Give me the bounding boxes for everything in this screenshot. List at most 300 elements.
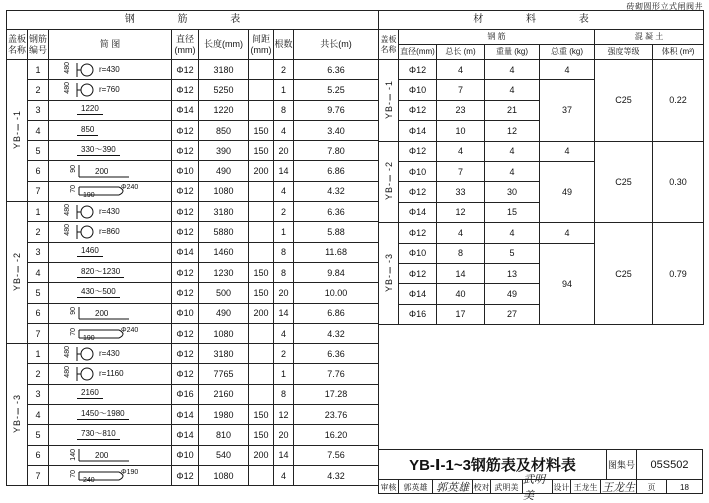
bar-spacing: 150 <box>249 141 274 161</box>
bar-dim-a: 200 <box>95 167 109 177</box>
bar-total-length: 6.36 <box>294 60 379 80</box>
col-diagram: 简 图 <box>49 30 172 60</box>
bar-total-length: 7.56 <box>294 445 379 465</box>
mat-total-length: 7 <box>437 161 485 181</box>
table-row <box>7 181 379 201</box>
bar-diameter: Φ14 <box>172 405 199 425</box>
bar-total-length: 9.84 <box>294 262 379 282</box>
bar-count: 14 <box>274 303 294 323</box>
mat-col-steel: 钢 筋 <box>399 30 595 45</box>
bar-sketch <box>49 181 172 201</box>
bar-diameter: Φ14 <box>172 425 199 445</box>
bar-diameter: Φ10 <box>172 445 199 465</box>
bar-diameter: Φ12 <box>172 202 199 222</box>
bar-dim-a: 480 <box>64 366 71 378</box>
table-row <box>7 100 379 120</box>
reviewer-name: 郭英雄 <box>399 480 433 494</box>
bar-length: 810 <box>199 425 249 445</box>
bar-dim-a: 240 <box>83 476 95 484</box>
col-member: 盖板名称 <box>7 30 28 60</box>
bar-sketch <box>49 405 172 425</box>
table-row <box>7 303 379 323</box>
bar-diameter: Φ12 <box>172 60 199 80</box>
designer-signature: 王龙生 <box>602 481 635 494</box>
mat-total-length: 4 <box>437 141 485 161</box>
bar-spacing: 200 <box>249 161 274 181</box>
bar-number: 3 <box>28 100 49 120</box>
sketch-wrap <box>49 304 171 322</box>
col-diameter: 直径(mm) <box>172 30 199 60</box>
bar-spacing: 150 <box>249 262 274 282</box>
bar-total-length: 17.28 <box>294 384 379 404</box>
bar-length: 3180 <box>199 344 249 364</box>
bar-total-length: 5.25 <box>294 80 379 100</box>
bar-length: 1220 <box>199 100 249 120</box>
member-name-cell <box>7 344 28 486</box>
mat-col-total-weight: 总重 (kg) <box>540 45 595 60</box>
mat-diameter: Φ12 <box>399 263 437 283</box>
bar-total-length: 4.32 <box>294 465 379 485</box>
bar-diameter: Φ10 <box>172 303 199 323</box>
mat-total-length: 10 <box>437 121 485 141</box>
bar-spacing <box>249 384 274 404</box>
table-row <box>7 202 379 222</box>
col-bar-no: 钢筋编号 <box>28 30 49 60</box>
col-total: 共长(m) <box>294 30 379 60</box>
table-row <box>379 141 704 161</box>
material-table-title: 材 料 表 <box>379 11 704 30</box>
mat-col-diameter: 直径(mm) <box>399 45 437 60</box>
bar-spacing: 150 <box>249 405 274 425</box>
title-block <box>378 449 703 502</box>
bar-spacing: 150 <box>249 283 274 303</box>
bar-number: 5 <box>28 141 49 161</box>
table-row <box>7 141 379 161</box>
table-row <box>7 323 379 343</box>
mat-weight: 4 <box>485 223 540 243</box>
mat-diameter: Φ10 <box>399 80 437 100</box>
bar-dim-a: 820～1230 <box>77 266 124 278</box>
bar-length: 1080 <box>199 465 249 485</box>
bar-spacing <box>249 465 274 485</box>
check-label: 校对 <box>473 480 491 494</box>
bar-shape-icon <box>49 243 169 261</box>
concrete-grade: C25 <box>595 223 653 325</box>
table-row <box>7 384 379 404</box>
sketch-wrap <box>49 426 171 444</box>
bar-dim-a: 190 <box>83 192 95 200</box>
bar-dim-a: 480 <box>64 203 71 216</box>
bar-count: 1 <box>274 364 294 384</box>
bar-count: 20 <box>274 283 294 303</box>
table-row <box>7 242 379 262</box>
bar-length: 1080 <box>199 181 249 201</box>
bar-spacing <box>249 181 274 201</box>
bar-count: 12 <box>274 405 294 425</box>
bar-length: 7765 <box>199 364 249 384</box>
bar-spacing: 200 <box>249 303 274 323</box>
member-name: YB-Ⅰ-1 <box>12 110 22 150</box>
mat-weight: 27 <box>485 304 540 324</box>
bar-total-length: 6.36 <box>294 202 379 222</box>
bar-dim-a: 330～390 <box>77 144 120 156</box>
bar-length: 850 <box>199 120 249 140</box>
bar-dim-c: Φ240 <box>121 326 139 334</box>
sketch-wrap <box>49 467 171 485</box>
bar-total-length: 3.40 <box>294 120 379 140</box>
bar-dim-a: 480 <box>64 345 71 358</box>
sketch-wrap <box>49 142 171 160</box>
sketch-wrap <box>49 101 171 119</box>
bar-count: 4 <box>274 465 294 485</box>
bar-sketch <box>49 344 172 364</box>
mat-diameter: Φ12 <box>399 60 437 80</box>
mat-weight: 21 <box>485 100 540 120</box>
bar-length: 490 <box>199 303 249 323</box>
bar-dim-a: 200 <box>95 451 109 461</box>
mat-group-total-weight: 37 <box>540 80 595 141</box>
bar-total-length: 11.68 <box>294 242 379 262</box>
bar-diameter: Φ16 <box>172 384 199 404</box>
concrete-grade: C25 <box>595 141 653 223</box>
bar-length: 500 <box>199 283 249 303</box>
mat-total-length: 12 <box>437 202 485 222</box>
bar-shape-icon <box>49 446 169 464</box>
rebar-table <box>6 10 379 486</box>
concrete-volume: 0.79 <box>653 223 704 325</box>
table-row <box>7 262 379 282</box>
bar-total-length: 7.80 <box>294 141 379 161</box>
concrete-grade: C25 <box>595 60 653 142</box>
bar-shape-icon <box>49 467 169 485</box>
bar-number: 5 <box>28 283 49 303</box>
bar-radius: r=430 <box>99 64 120 74</box>
bar-count: 8 <box>274 100 294 120</box>
bar-sketch <box>49 323 172 343</box>
table-row <box>7 283 379 303</box>
bar-spacing <box>249 222 274 242</box>
table-row <box>379 223 704 243</box>
bar-count: 8 <box>274 242 294 262</box>
mat-diameter: Φ12 <box>399 100 437 120</box>
bar-diameter: Φ12 <box>172 222 199 242</box>
bar-dim-a: 430～500 <box>77 286 120 298</box>
bar-count: 8 <box>274 262 294 282</box>
bar-number: 7 <box>28 323 49 343</box>
bar-number: 6 <box>28 445 49 465</box>
bar-total-length: 5.88 <box>294 222 379 242</box>
bar-number: 3 <box>28 242 49 262</box>
bar-sketch <box>49 120 172 140</box>
mat-sub-weight: 4 <box>540 60 595 80</box>
mat-col-concrete: 混 凝 土 <box>595 30 704 45</box>
mat-total-length: 4 <box>437 60 485 80</box>
bar-total-length: 6.86 <box>294 303 379 323</box>
table-row <box>7 80 379 100</box>
bar-count: 2 <box>274 202 294 222</box>
bar-length: 390 <box>199 141 249 161</box>
designer-name: 王龙生 <box>571 480 601 494</box>
bar-sketch <box>49 202 172 222</box>
page-number: 18 <box>680 482 689 492</box>
bar-length: 1460 <box>199 242 249 262</box>
bar-dim-b: 70 <box>70 469 77 478</box>
member-name-cell <box>379 223 399 325</box>
sketch-wrap <box>49 223 171 241</box>
table-row <box>7 445 379 465</box>
member-name-cell <box>7 202 28 344</box>
table-row <box>379 60 704 80</box>
bar-spacing <box>249 323 274 343</box>
bar-dim-b: 70 <box>70 327 77 336</box>
bar-sketch <box>49 161 172 181</box>
bar-number: 5 <box>28 425 49 445</box>
bar-shape-icon <box>49 182 169 200</box>
bar-count: 4 <box>274 120 294 140</box>
table-row <box>7 344 379 364</box>
bar-total-length: 6.86 <box>294 161 379 181</box>
bar-sketch <box>49 425 172 445</box>
bar-count: 14 <box>274 445 294 465</box>
bar-shape-icon <box>49 162 169 180</box>
bar-dim-b: 90 <box>70 307 77 315</box>
bar-diameter: Φ12 <box>172 262 199 282</box>
bar-diameter: Φ12 <box>172 323 199 343</box>
bar-dim-b: 140 <box>70 449 77 461</box>
bar-count: 14 <box>274 161 294 181</box>
bar-sketch <box>49 445 172 465</box>
bar-diameter: Φ12 <box>172 120 199 140</box>
bar-sketch <box>49 465 172 485</box>
material-table <box>378 10 704 325</box>
mat-total-length: 40 <box>437 284 485 304</box>
design-label: 设计 <box>553 480 571 494</box>
bar-diameter: Φ12 <box>172 80 199 100</box>
bar-diameter: Φ12 <box>172 364 199 384</box>
mat-weight: 30 <box>485 182 540 202</box>
bar-total-length: 7.76 <box>294 364 379 384</box>
mat-weight: 4 <box>485 60 540 80</box>
mat-total-length: 23 <box>437 100 485 120</box>
mat-weight: 4 <box>485 161 540 181</box>
bar-spacing <box>249 60 274 80</box>
mat-diameter: Φ14 <box>399 284 437 304</box>
bar-diameter: Φ12 <box>172 344 199 364</box>
atlas-label: 图集号 <box>607 450 637 480</box>
bar-spacing: 200 <box>249 445 274 465</box>
concrete-volume: 0.30 <box>653 141 704 223</box>
col-spacing: 间距(mm) <box>249 30 274 60</box>
sketch-wrap <box>49 446 171 464</box>
mat-weight: 15 <box>485 202 540 222</box>
bar-number: 2 <box>28 364 49 384</box>
bar-total-length: 10.00 <box>294 283 379 303</box>
bar-dim-a: 1220 <box>77 103 103 115</box>
bar-count: 4 <box>274 181 294 201</box>
bar-number: 1 <box>28 344 49 364</box>
mat-diameter: Φ12 <box>399 182 437 202</box>
mat-weight: 13 <box>485 263 540 283</box>
bar-number: 6 <box>28 161 49 181</box>
mat-diameter: Φ12 <box>399 223 437 243</box>
bar-length: 5880 <box>199 222 249 242</box>
checker-signature: 武明美 <box>523 480 553 494</box>
concrete-volume: 0.22 <box>653 60 704 142</box>
bar-spacing <box>249 80 274 100</box>
col-count: 根数 <box>274 30 294 60</box>
mat-weight: 49 <box>485 284 540 304</box>
bar-diameter: Φ14 <box>172 242 199 262</box>
bar-count: 4 <box>274 323 294 343</box>
corner-label: 砖砌圆形立式闸阀井 <box>626 2 703 11</box>
bar-dim-a: 480 <box>64 224 71 236</box>
mat-sub-weight: 4 <box>540 223 595 243</box>
mat-diameter: Φ14 <box>399 202 437 222</box>
bar-radius: r=430 <box>99 348 120 358</box>
bar-sketch <box>49 80 172 100</box>
bar-diameter: Φ12 <box>172 465 199 485</box>
bar-diameter: Φ14 <box>172 100 199 120</box>
bar-count: 20 <box>274 141 294 161</box>
bar-dim-a: 480 <box>64 61 71 74</box>
bar-radius: r=860 <box>99 227 120 237</box>
sketch-wrap <box>49 203 171 221</box>
bar-length: 3180 <box>199 202 249 222</box>
sketch-wrap <box>49 406 171 424</box>
checker-name: 武明美 <box>491 480 523 494</box>
sketch-wrap <box>49 325 171 343</box>
sketch-wrap <box>49 61 171 79</box>
bar-sketch <box>49 141 172 161</box>
sketch-wrap <box>49 162 171 180</box>
atlas-number: 05S502 <box>637 450 702 480</box>
bar-total-length: 4.32 <box>294 181 379 201</box>
bar-total-length: 9.76 <box>294 100 379 120</box>
bar-total-length: 4.32 <box>294 323 379 343</box>
sketch-wrap <box>49 365 171 383</box>
sketch-wrap <box>49 122 171 140</box>
mat-weight: 4 <box>485 141 540 161</box>
bar-sketch <box>49 60 172 80</box>
reviewer-signature: 郭英雄 <box>433 480 473 494</box>
sketch-wrap <box>49 385 171 403</box>
member-name: YB-Ⅰ-3 <box>12 394 22 434</box>
sketch-wrap <box>49 284 171 302</box>
bar-count: 2 <box>274 60 294 80</box>
sketch-wrap <box>49 264 171 282</box>
bar-number: 3 <box>28 384 49 404</box>
bar-spacing <box>249 202 274 222</box>
bar-number: 4 <box>28 405 49 425</box>
bar-sketch <box>49 283 172 303</box>
drawing-title: YB-Ⅰ-1~3钢筋表及材料表 <box>379 450 607 480</box>
bar-spacing <box>249 242 274 262</box>
bar-number: 7 <box>28 465 49 485</box>
table-row <box>7 364 379 384</box>
table-row <box>7 120 379 140</box>
mat-group-total-weight: 94 <box>540 243 595 325</box>
bar-length: 540 <box>199 445 249 465</box>
bar-diameter: Φ12 <box>172 283 199 303</box>
mat-diameter: Φ10 <box>399 161 437 181</box>
bar-dim-a: 200 <box>95 309 109 319</box>
bar-number: 4 <box>28 120 49 140</box>
member-name: YB-Ⅰ-3 <box>383 253 394 293</box>
member-name: YB-Ⅰ-1 <box>383 79 394 119</box>
mat-col-member: 盖板名称 <box>379 30 399 60</box>
bar-spacing <box>249 364 274 384</box>
bar-diameter: Φ10 <box>172 161 199 181</box>
bar-length: 1080 <box>199 323 249 343</box>
rebar-table-title: 钢 筋 表 <box>7 11 379 30</box>
mat-col-weight: 重量 (kg) <box>485 45 540 60</box>
mat-total-length: 4 <box>437 223 485 243</box>
bar-sketch <box>49 364 172 384</box>
bar-length: 1980 <box>199 405 249 425</box>
bar-number: 7 <box>28 181 49 201</box>
bar-sketch <box>49 384 172 404</box>
bar-shape-icon <box>49 304 169 322</box>
mat-diameter: Φ12 <box>399 141 437 161</box>
bar-dim-b: 90 <box>70 165 77 173</box>
col-length: 长度(mm) <box>199 30 249 60</box>
bar-sketch <box>49 242 172 262</box>
bar-number: 1 <box>28 202 49 222</box>
bar-spacing: 150 <box>249 425 274 445</box>
bar-length: 1230 <box>199 262 249 282</box>
bar-number: 1 <box>28 60 49 80</box>
bar-diameter: Φ12 <box>172 141 199 161</box>
bar-dim-a: 850 <box>77 124 98 136</box>
mat-diameter: Φ14 <box>399 121 437 141</box>
bar-dim-a: 1450～1980 <box>77 408 129 420</box>
bar-number: 6 <box>28 303 49 323</box>
review-label: 审核 <box>379 480 399 494</box>
mat-sub-weight: 4 <box>540 141 595 161</box>
bar-total-length: 6.36 <box>294 344 379 364</box>
bar-dim-a: 730～810 <box>77 428 120 440</box>
bar-dim-c: Φ240 <box>121 184 139 192</box>
mat-col-grade: 强度等级 <box>595 45 653 60</box>
bar-spacing: 150 <box>249 120 274 140</box>
mat-diameter: Φ10 <box>399 243 437 263</box>
table-row <box>7 465 379 485</box>
bar-shape-icon <box>49 325 169 343</box>
bar-length: 3180 <box>199 60 249 80</box>
bar-dim-a: 2160 <box>77 387 103 399</box>
bar-dim-b: 70 <box>70 185 77 194</box>
bar-spacing <box>249 100 274 120</box>
bar-diameter: Φ12 <box>172 181 199 201</box>
mat-group-total-weight: 49 <box>540 161 595 222</box>
table-row <box>7 405 379 425</box>
mat-col-total-length: 总长 (m) <box>437 45 485 60</box>
mat-weight: 4 <box>485 80 540 100</box>
table-row <box>7 425 379 445</box>
sketch-wrap <box>49 345 171 363</box>
mat-total-length: 33 <box>437 182 485 202</box>
bar-number: 2 <box>28 80 49 100</box>
mat-total-length: 8 <box>437 243 485 263</box>
bar-sketch <box>49 222 172 242</box>
bar-spacing <box>249 344 274 364</box>
bar-count: 1 <box>274 80 294 100</box>
bar-sketch <box>49 100 172 120</box>
bar-sketch <box>49 262 172 282</box>
sketch-wrap <box>49 182 171 200</box>
bar-dim-c: Φ190 <box>121 468 139 476</box>
mat-weight: 5 <box>485 243 540 263</box>
